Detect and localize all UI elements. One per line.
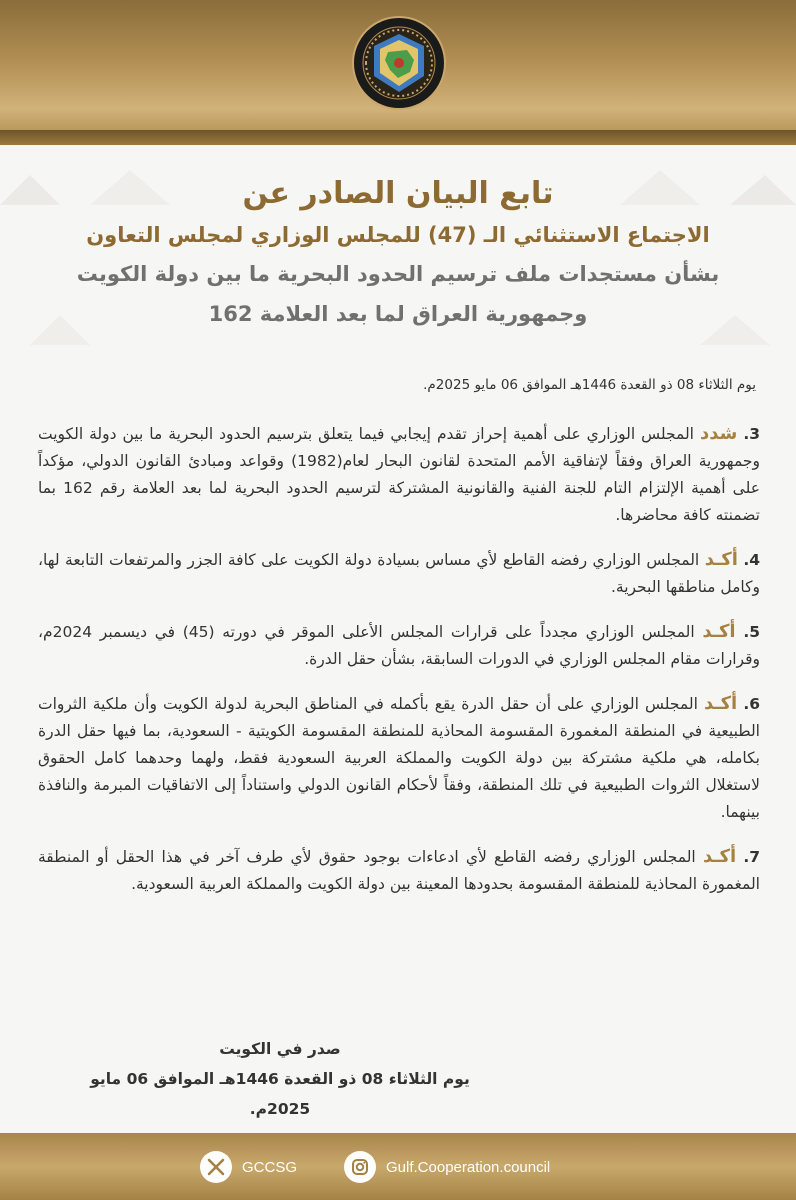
x-handle[interactable]: GCCSG	[242, 1158, 298, 1176]
instagram-icon[interactable]	[344, 1151, 376, 1183]
header-stripe	[0, 130, 796, 145]
item-number: 6.	[743, 695, 760, 713]
item-keyword: أكـد	[702, 846, 737, 867]
instagram-handle[interactable]: Gulf.Cooperation.council	[386, 1158, 551, 1176]
item-keyword: شدد	[699, 423, 738, 444]
closing-date: يوم الثلاثاء 08 ذو القعدة 1446هـ الموافق 06 مايو 2025م.	[90, 1070, 470, 1118]
x-logo-icon[interactable]	[200, 1151, 232, 1183]
item-number: 4.	[743, 551, 760, 569]
statement-item-5	[38, 618, 760, 673]
title-line-3: بشأن مستجدات ملف ترسيم الحدود البحرية ما بين دولة الكويت	[76, 262, 720, 286]
item-number: 5.	[743, 623, 760, 641]
statement-item-6	[38, 690, 760, 826]
item-text: المجلس الوزاري رفضه القاطع لأي ادعاءات بوجود حقوق لأي طرف آخر في هذا الحقل أو المنطقة المغمورة المحاذية للمنطقة المقسومة بحدودها المعينة بين دولة الكويت والمملكة العربية السعودية.	[38, 848, 760, 893]
header-banner	[0, 0, 796, 145]
statement-item-3	[38, 420, 760, 529]
title-line-4: وجمهورية العراق لما بعد العلامة 162	[208, 302, 588, 326]
item-keyword: أكـد	[704, 549, 738, 570]
gcc-emblem-icon	[352, 16, 446, 110]
footer-banner	[0, 1133, 796, 1200]
title-line-2: الاجتماع الاستثنائي الـ (47) للمجلس الوزاري لمجلس التعاون	[86, 223, 710, 247]
x-account-link[interactable]	[200, 1151, 297, 1183]
statement-title	[0, 172, 796, 334]
statement-body	[38, 420, 760, 915]
item-keyword: أكـد	[704, 693, 738, 714]
item-text: المجلس الوزاري مجدداً على قرارات المجلس الأعلى الموقر في دورته (45) في ديسمبر 2024م، وقرارات مقام المجلس الوزاري في الدورات السابقة، بشأن حقل الدرة.	[38, 623, 760, 668]
title-line-1: تابع البيان الصادر عن	[242, 176, 554, 211]
item-text: المجلس الوزاري على أهمية إحراز تقدم إيجابي فيما يتعلق بترسيم الحدود البحرية ما بين دولة الكويت وجمهورية العراق وفقاً لإتفاقية الأمم المتحدة لقانون البحار لعام(1982) وقواعد ومبادئ القانون الدولي، مؤكداً على أهمية الإلتزام التام للجنة الفنية والقانونية المشتركة لترسيم الحدود البحرية لما بعد العلامة رقم 162 بما تضمنته كافة محاضرها.	[38, 425, 760, 524]
closing-place: صدر في الكويت	[219, 1040, 341, 1058]
item-keyword: أكـد	[702, 621, 736, 642]
item-number: 3.	[743, 425, 760, 443]
statement-date: يوم الثلاثاء 08 ذو القعدة 1446هـ الموافق 06 مايو 2025م.	[423, 377, 756, 393]
closing-block	[60, 1034, 500, 1124]
item-text: المجلس الوزاري على أن حقل الدرة يقع بأكمله في المناطق البحرية لدولة الكويت وأن ملكية الثروات الطبيعية في المنطقة المغمورة المقسومة المحاذية للمنطقة المقسومة الكويتية - السعودية، بما فيها حقل الدرة بكامله، هي ملكية مشتركة بين دولة الكويت والمملكة العربية السعودية فقط، ولهما وحدهما كامل الحقوق لاستغلال الثروات الطبيعية في تلك المنطقة، وفقاً لأحكام القانون الدولي واستناداً إلى الاتفاقيات المبرمة والنافذة بينهما.	[38, 695, 760, 821]
item-number: 7.	[743, 848, 760, 866]
statement-item-4	[38, 546, 760, 601]
instagram-account-link[interactable]	[344, 1151, 550, 1183]
item-text: المجلس الوزاري رفضه القاطع لأي مساس بسيادة دولة الكويت على كافة الجزر والمرتفعات التابعة لها، وكامل مناطقها البحرية.	[38, 551, 760, 596]
statement-item-7	[38, 843, 760, 898]
